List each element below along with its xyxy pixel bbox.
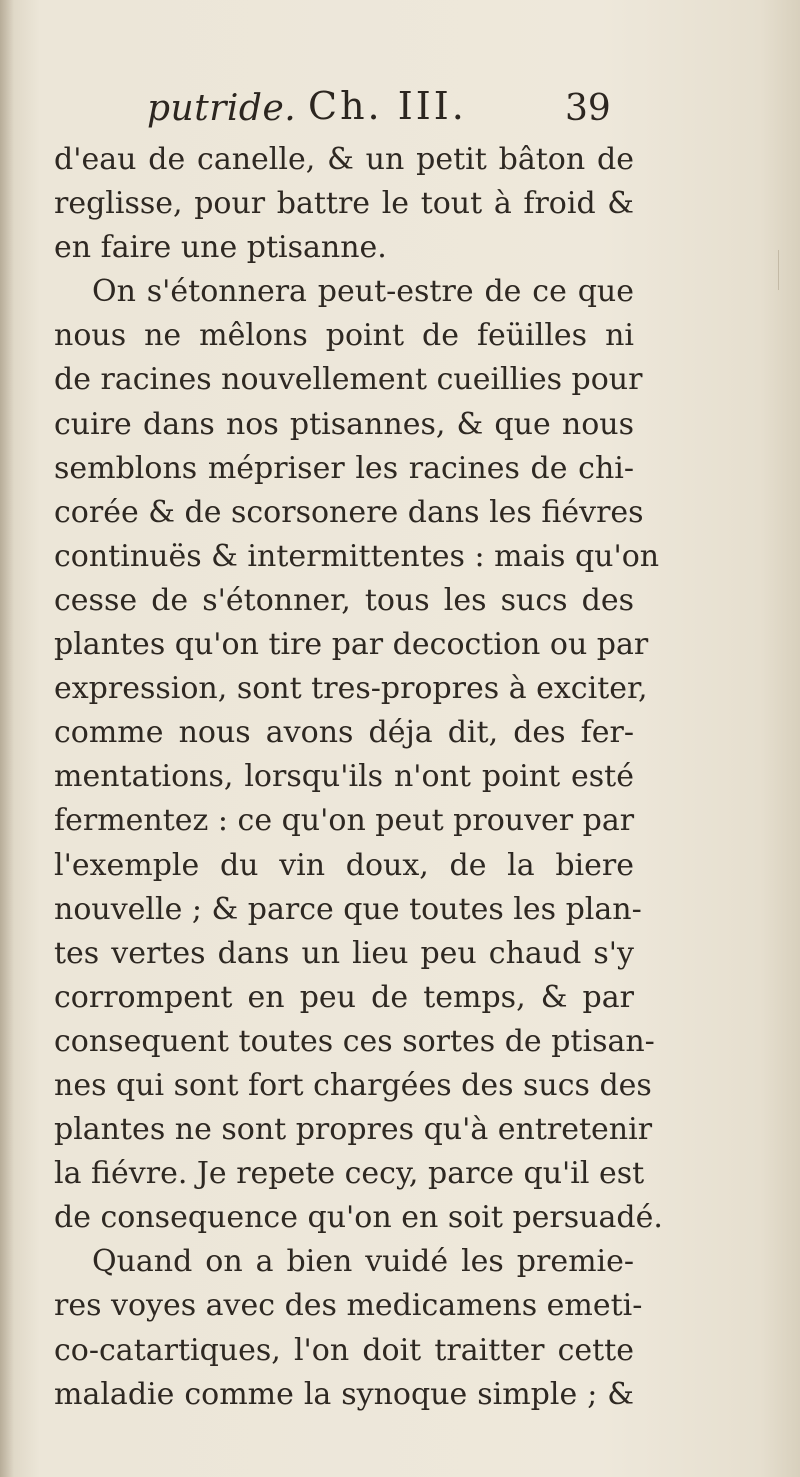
- chapter-label: Ch. III.: [308, 84, 467, 128]
- page-edge-mark: [778, 250, 791, 290]
- text-line: reglisse, pour battre le tout à froid &: [54, 186, 634, 222]
- running-title: putride.: [147, 88, 297, 129]
- text-line: corée & de scorsonere dans les fiévres: [54, 494, 644, 530]
- page-number: 39: [565, 88, 611, 129]
- text-line: corrompent en peu de temps, & par: [54, 979, 634, 1015]
- text-line: continuës & intermittentes : mais qu'on: [54, 538, 660, 574]
- text-line: plantes qu'on tire par decoction ou par: [54, 627, 649, 663]
- text-line: nous ne mêlons point de feüilles ni: [54, 318, 634, 354]
- text-line: en faire une ptisanne.: [54, 230, 387, 266]
- text-line: d'eau de canelle, & un petit bâton de: [54, 142, 634, 177]
- text-line: tes vertes dans un lieu peu chaud s'y: [54, 935, 634, 971]
- text-line: Quand on a bien vuidé les premie-: [92, 1244, 634, 1280]
- text-line: nouvelle ; & parce que toutes les plan-: [54, 891, 642, 927]
- page-header: [0, 84, 800, 138]
- text-line: nes qui sont fort chargées des sucs des: [54, 1067, 652, 1103]
- text-line: maladie comme la synoque simple ; &: [54, 1376, 634, 1412]
- text-line: l'exemple du vin doux, de la biere: [54, 847, 634, 883]
- text-line: plantes ne sont propres qu'à entretenir: [54, 1112, 653, 1148]
- text-line: cesse de s'étonner, tous les sucs des: [54, 582, 634, 618]
- text-line: fermentez : ce qu'on peut prouver par: [54, 803, 635, 839]
- text-line: de racines nouvellement cueillies pour: [54, 362, 643, 398]
- text-line: semblons mépriser les racines de chi-: [54, 450, 634, 486]
- text-line: expression, sont tres-propres à exciter,: [54, 671, 648, 707]
- text-line: la fiévre. Je repete cecy, parce qu'il est: [54, 1156, 645, 1192]
- text-line: comme nous avons déja dit, des fer-: [54, 715, 634, 751]
- text-line: co-catartiques, l'on doit traitter cette: [54, 1332, 634, 1368]
- text-line: cuire dans nos ptisannes, & que nous: [54, 406, 634, 442]
- text-line: de consequence qu'on en soit persuadé.: [54, 1200, 663, 1236]
- text-line: On s'étonnera peut-estre de ce que: [92, 274, 634, 310]
- spine-shadow: [0, 0, 14, 1477]
- text-line: mentations, lorsqu'ils n'ont point esté: [54, 759, 634, 795]
- body-text: [54, 138, 663, 1417]
- text-line: res voyes avec des medicamens emeti-: [54, 1288, 643, 1324]
- text-line: consequent toutes ces sortes de ptisan-: [54, 1023, 655, 1059]
